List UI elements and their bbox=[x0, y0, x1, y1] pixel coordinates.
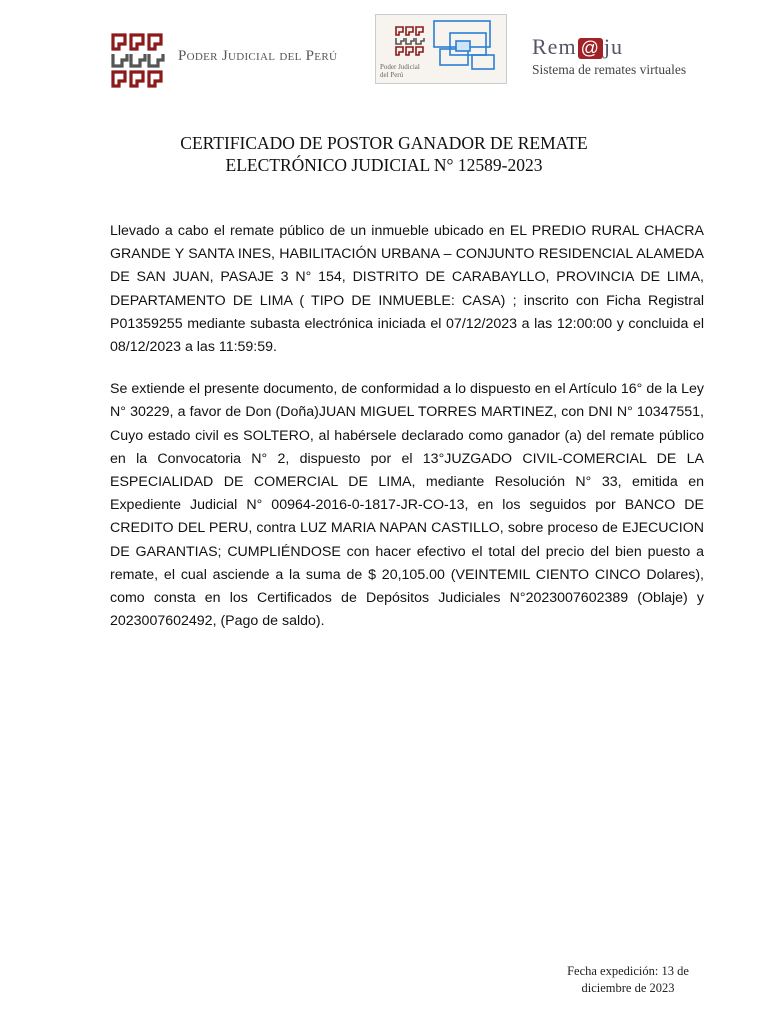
remaju-name-post: ju bbox=[603, 34, 623, 59]
certificate-title-line1: CERTIFICADO DE POSTOR GANADOR DE REMATE bbox=[180, 133, 588, 153]
certificate-title-line2: ELECTRÓNICO JUDICIAL N° 12589-2023 bbox=[225, 155, 543, 175]
paragraph-auction-details: Llevado a cabo el remate público de un inmueble ubicado en EL PREDIO RURAL CHACRA GRANDE Y SANTA INES, HABILITACIÓN URBANA – CONJUNTO RESIDENCIAL ALAMEDA DE SAN JUAN, PASAJE 3 N° 154, DISTRITO DE CARABAYLLO, PROVINCIA DE LIMA, DEPARTAMENTO DE LIMA ( TIPO DE INMUEBLE: CASA) ; inscrito con Ficha Registral P01359255 mediante subasta electrónica iniciada el 07/12/2023 a las 12:00:00 y concluida el 08/12/2023 a las 11:59:59. bbox=[110, 223, 704, 356]
remaju-name-pre: Rem bbox=[532, 34, 577, 59]
issue-date-line2: diciembre de 2023 bbox=[581, 981, 675, 995]
certificate-title bbox=[0, 132, 768, 176]
paragraph-winner-details: Se extiende el presente documento, de conformidad a lo dispuesto en el Artículo 16° de la Ley N° 30229, a favor de Don (Doña)JUAN MIGUEL TORRES MARTINEZ, con DNI N° 10347551, Cuyo estado civil es SOLTERO, al habérsele declarado como ganador (a) del remate público en la Convocatoria N° 2, dispuesto por el 13°JUZGADO CIVIL-COMERCIAL DE LA ESPECIALIDAD DE COMERCIAL DE LIMA, mediante Resolución N° 33, emitida en Expediente Judicial N° 00964-2016-0-1817-JR-CO-13, en los seguidos por BANCO DE CREDITO DEL PERU, contra LUZ MARIA NAPAN CASTILLO, sobre proceso de EJECUCION DE GARANTIAS; CUMPLIÉNDOSE con hacer efectivo el total del precio del bien puesto a remate, el cual asciende a la suma de $ 20,105.00 (VEINTEMIL CIENTO CINCO Dolares), como consta en los Certificados de Depósitos Judiciales N°2023007602389 (Oblaje) y 2023007602492, (Pago de saldo). bbox=[110, 381, 704, 630]
remaju-logo bbox=[532, 34, 686, 78]
remaju-name bbox=[532, 34, 686, 60]
remaju-subtitle: Sistema de remates virtuales bbox=[532, 62, 687, 77]
issue-date bbox=[548, 963, 708, 997]
remaju-at-symbol: @ bbox=[578, 38, 603, 59]
poder-judicial-logo-icon bbox=[110, 32, 166, 88]
issue-date-line1: Fecha expedición: 13 de bbox=[567, 964, 689, 978]
judicial-composite-logo bbox=[375, 14, 507, 84]
composite-logo-caption: Poder Judicial del Perú bbox=[380, 63, 420, 79]
org-name: Poder Judicial del Perú bbox=[178, 48, 338, 64]
document-header bbox=[0, 14, 768, 94]
certificate-body bbox=[110, 220, 704, 652]
